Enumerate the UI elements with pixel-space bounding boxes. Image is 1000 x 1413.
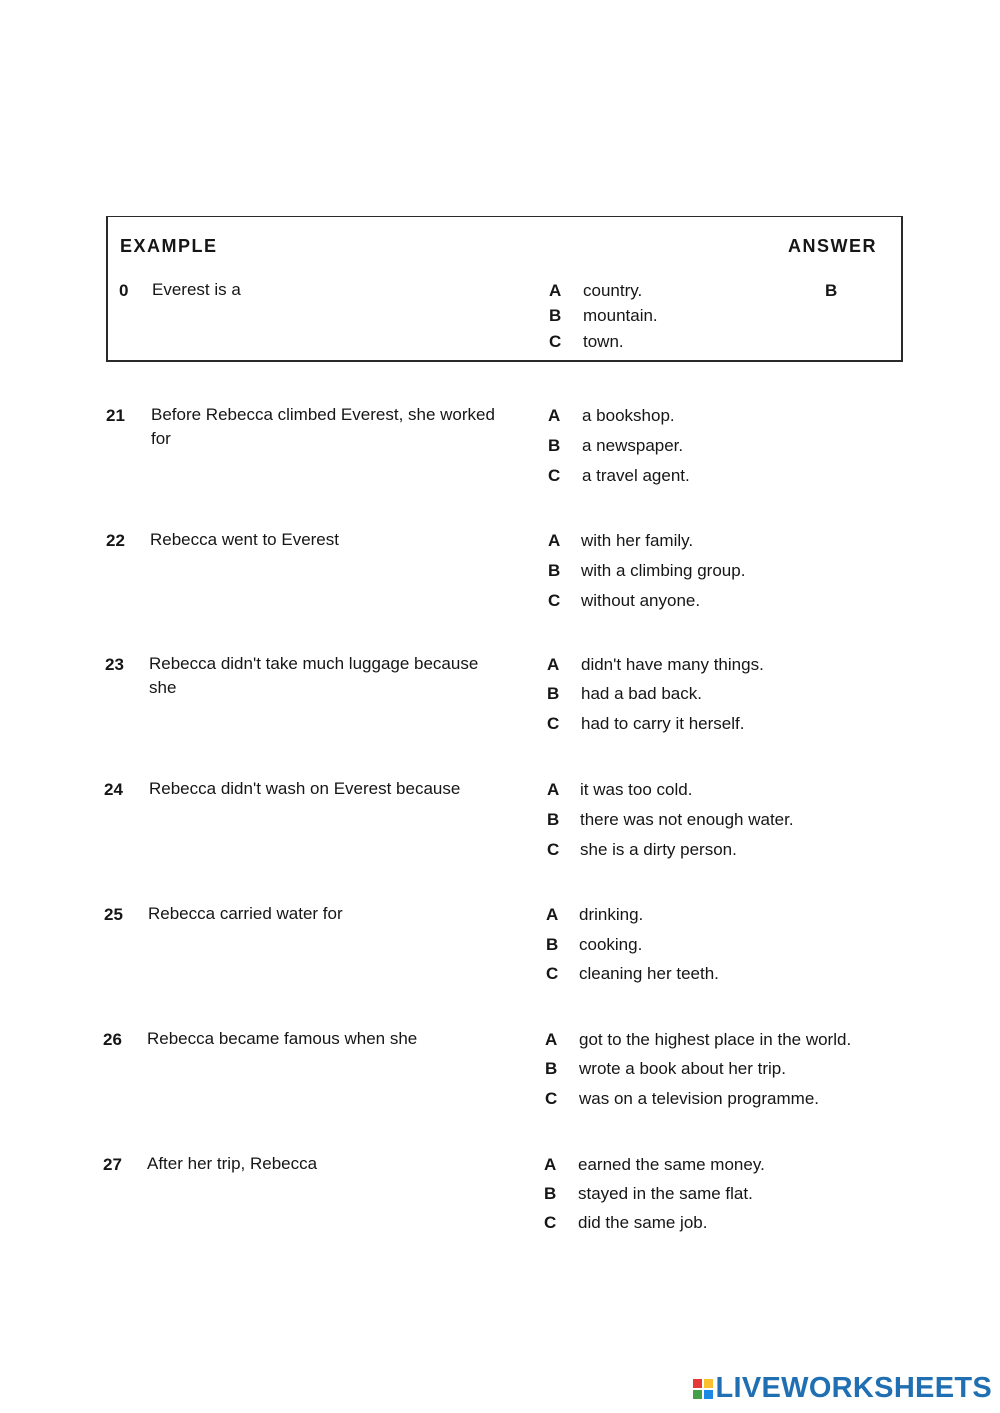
question-text: Rebecca carried water for bbox=[148, 904, 343, 923]
example-option-text: country. bbox=[583, 281, 643, 300]
example-number: 0 bbox=[119, 281, 129, 300]
example-option-text: town. bbox=[583, 332, 624, 351]
question-text: Rebecca didn't wash on Everest because bbox=[149, 779, 461, 798]
liveworksheets-brand[interactable] bbox=[693, 1372, 993, 1405]
question-number: 27 bbox=[103, 1155, 122, 1174]
option-text[interactable]: she is a dirty person. bbox=[580, 840, 737, 859]
option-text[interactable]: did the same job. bbox=[578, 1213, 708, 1232]
option-text[interactable]: without anyone. bbox=[581, 591, 701, 610]
option-text[interactable]: with a climbing group. bbox=[581, 561, 746, 580]
option-text[interactable]: drinking. bbox=[579, 905, 644, 924]
option-letter: A bbox=[548, 406, 561, 425]
option-letter: A bbox=[545, 1030, 558, 1049]
question-number: 26 bbox=[103, 1030, 122, 1049]
option-text[interactable]: earned the same money. bbox=[578, 1155, 765, 1174]
option-text[interactable]: stayed in the same flat. bbox=[578, 1184, 753, 1203]
question-text: Before Rebecca climbed Everest, she worked for bbox=[151, 405, 495, 448]
option-text[interactable]: had to carry it herself. bbox=[581, 714, 745, 733]
example-heading: EXAMPLE bbox=[120, 236, 218, 256]
option-text[interactable]: a newspaper. bbox=[582, 436, 684, 455]
example-question: Everest is a bbox=[152, 280, 241, 299]
option-letter: C bbox=[545, 1089, 558, 1108]
option-letter: A bbox=[547, 655, 560, 674]
option-letter: A bbox=[546, 905, 559, 924]
example-answer: B bbox=[825, 281, 838, 300]
question-text: Rebecca became famous when she bbox=[147, 1029, 418, 1048]
option-letter: C bbox=[544, 1213, 557, 1232]
option-text[interactable]: cooking. bbox=[579, 935, 643, 954]
example-option-text: mountain. bbox=[583, 306, 658, 325]
option-letter: B bbox=[546, 935, 559, 954]
option-letter: C bbox=[548, 466, 561, 485]
example-option-letter: A bbox=[549, 281, 562, 300]
question-number: 21 bbox=[106, 406, 125, 425]
question-number: 25 bbox=[104, 905, 123, 924]
example-option-letter: C bbox=[549, 332, 562, 351]
option-letter: B bbox=[547, 684, 560, 703]
option-text[interactable]: didn't have many things. bbox=[581, 655, 764, 674]
option-letter: A bbox=[547, 780, 560, 799]
option-text[interactable]: cleaning her teeth. bbox=[579, 964, 719, 983]
question-number: 22 bbox=[106, 531, 125, 550]
option-text[interactable]: there was not enough water. bbox=[580, 810, 794, 829]
brand-name: LIVEWORKSHEETS bbox=[715, 1372, 992, 1404]
answer-heading: ANSWER bbox=[788, 236, 877, 256]
option-text[interactable]: a travel agent. bbox=[582, 466, 690, 485]
example-option-letter: B bbox=[549, 306, 562, 325]
liveworksheets-logo-icon bbox=[693, 1379, 713, 1399]
option-letter: C bbox=[547, 840, 560, 859]
option-letter: B bbox=[547, 810, 560, 829]
question-text: Rebecca didn't take much luggage because she bbox=[149, 654, 479, 697]
option-letter: A bbox=[544, 1155, 557, 1174]
option-letter: C bbox=[546, 964, 559, 983]
question-number: 24 bbox=[104, 780, 123, 799]
option-letter: C bbox=[547, 714, 560, 733]
option-text[interactable]: wrote a book about her trip. bbox=[579, 1059, 786, 1078]
option-letter: B bbox=[544, 1184, 557, 1203]
option-letter: B bbox=[548, 436, 561, 455]
option-text[interactable]: it was too cold. bbox=[580, 780, 693, 799]
question-number: 23 bbox=[105, 655, 124, 674]
question-text: Rebecca went to Everest bbox=[150, 530, 339, 549]
option-letter: B bbox=[548, 561, 561, 580]
option-text[interactable]: had a bad back. bbox=[581, 684, 702, 703]
option-letter: A bbox=[548, 531, 561, 550]
question-text: After her trip, Rebecca bbox=[147, 1154, 318, 1173]
option-text[interactable]: with her family. bbox=[581, 531, 694, 550]
option-text[interactable]: was on a television programme. bbox=[579, 1089, 820, 1108]
option-letter: B bbox=[545, 1059, 558, 1078]
option-text[interactable]: a bookshop. bbox=[582, 406, 675, 425]
option-letter: C bbox=[548, 591, 561, 610]
option-text[interactable]: got to the highest place in the world. bbox=[579, 1030, 852, 1049]
